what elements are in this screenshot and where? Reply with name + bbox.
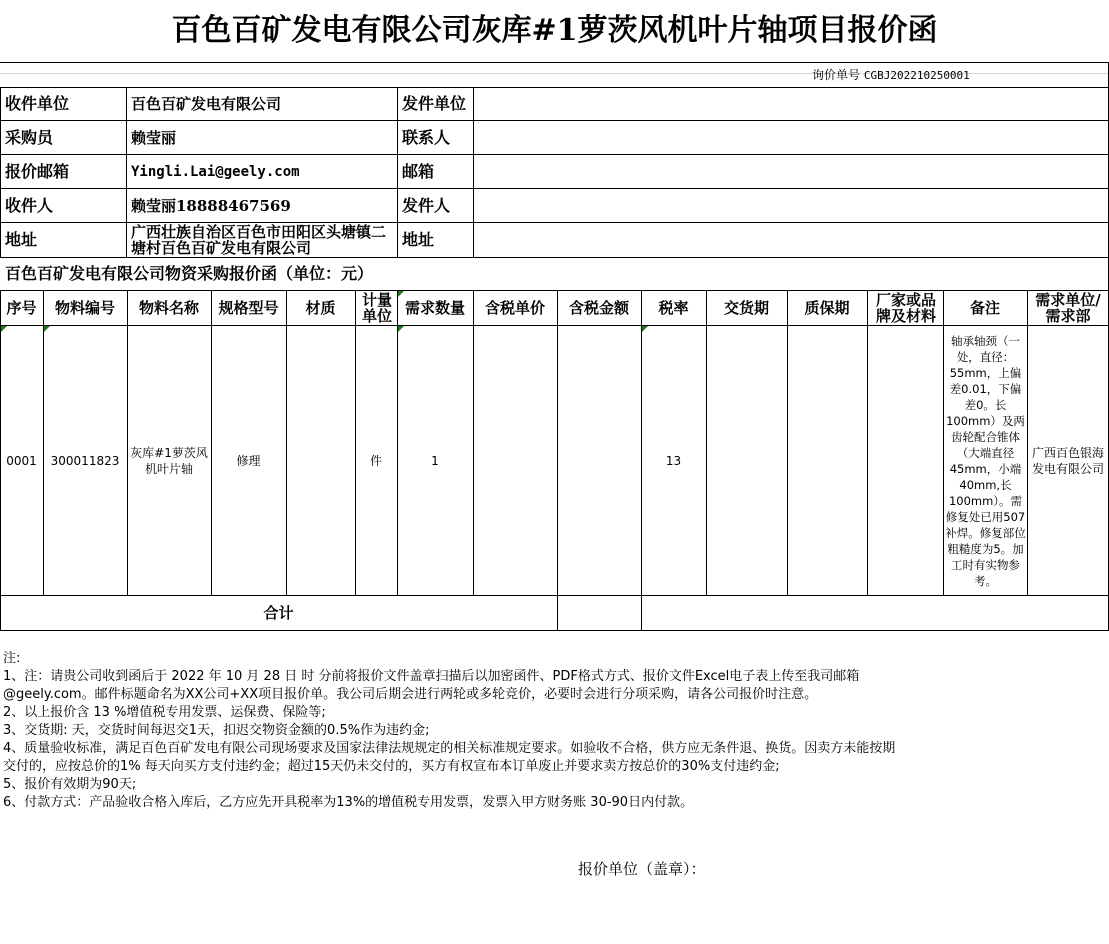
notes <box>3 650 1107 812</box>
col-header: 交货期 <box>723 299 769 317</box>
col-header: 含税金额 <box>568 299 629 317</box>
col-header: 物料编号 <box>54 299 115 317</box>
page-title: 百色百矿发电有限公司灰库#1萝茨风机叶片轴项目报价函 <box>171 13 938 48</box>
unit-price-cell[interactable] <box>473 326 557 595</box>
recipient-value: 赖莹丽18888467569 <box>131 197 291 215</box>
col-header: 序号 <box>6 299 37 317</box>
sender-label: 发件人 <box>402 196 451 215</box>
inquiry-number-label: 询价单号 <box>812 68 861 82</box>
col-header: 材质 <box>305 299 336 317</box>
warranty-cell[interactable] <box>787 326 867 595</box>
notes-line: @geely.com。邮件标题命名为XX公司+XX项目报价单。我公司后期会进行两轮或多轮竞价，必要时会进行分项采购，请各公司报价时注意。 <box>3 687 818 702</box>
col-header: 需求单位/需求部 <box>1035 291 1101 325</box>
quote-email-label: 报价邮箱 <box>5 162 70 181</box>
recv-unit-value: 百色百矿发电有限公司 <box>131 95 282 113</box>
buyer-value: 赖莹丽 <box>131 129 177 147</box>
seq-cell: 0001 <box>6 453 37 468</box>
col-header: 税率 <box>658 299 689 317</box>
unit-cell: 件 <box>369 453 382 468</box>
delivery-cell[interactable] <box>706 326 787 595</box>
recipient-label: 收件人 <box>5 196 54 215</box>
material-cell <box>286 326 355 595</box>
recv-unit-label: 收件单位 <box>5 94 70 113</box>
col-header: 计量单位 <box>361 291 392 325</box>
email-value[interactable] <box>473 155 1108 188</box>
divider <box>1027 290 1028 595</box>
name-cell: 灰库#1萝茨风机叶片轴 <box>130 445 208 476</box>
col-header: 规格型号 <box>218 299 279 317</box>
remark-cell: 轴承轴颈（一处，直径：55mm，上偏差0.01，下偏差0。长100mm）及两齿轮配合锥体（大端直径45mm，小端40mm,长100mm）。需修复处已用507补焊。修复部位粗糙度为5。加工时有实物参考。 <box>945 333 1026 588</box>
inquiry-number <box>812 64 970 86</box>
divider <box>943 290 944 595</box>
stamp-label: 报价单位（盖章）： <box>578 860 706 878</box>
spec-cell: 修理 <box>236 453 261 468</box>
code-cell: 300011823 <box>50 453 120 468</box>
notes-line: 2、以上报价含 13 %增值税专用发票、运保费、保险等; <box>3 705 326 720</box>
col-header: 物料名称 <box>138 299 199 317</box>
col-header: 需求数量 <box>404 299 465 317</box>
email-label: 邮箱 <box>402 162 435 181</box>
address2-label: 地址 <box>402 230 435 249</box>
inquiry-number-value: CGBJ202210250001 <box>863 69 970 82</box>
address2-value[interactable] <box>473 223 1108 257</box>
divider <box>0 630 1109 631</box>
send-unit-label: 发件单位 <box>402 94 467 113</box>
col-header: 厂家或品牌及材料 <box>875 291 936 325</box>
dept-cell: 广西百色银海发电有限公司 <box>1031 445 1104 476</box>
notes-line: 5、报价有效期为90天; <box>3 777 137 792</box>
total-label: 合计 <box>263 604 294 622</box>
amount-cell[interactable] <box>557 326 641 595</box>
divider <box>127 290 128 595</box>
brand-cell[interactable] <box>867 326 943 595</box>
notes-line: 4、质量验收标准，满足百色百矿发电有限公司现场要求及国家法律法规规定的相关标准规定要求。如验收不合格，供方应无条件退、换货。因卖方未能按期 <box>3 741 896 756</box>
tax-rate-cell: 13 <box>665 453 682 468</box>
notes-line: 3、交货期: 天，交货时间每迟交1天，扣迟交物资金额的0.5%作为违约金; <box>3 723 430 738</box>
notes-line: 1、注：请贵公司收到函后于 2022 年 10 月 28 日 时 分前将报价文件盖章扫描后以加密函件、PDF格式方式、报价文件Excel电子表上传至我司邮箱 <box>3 669 860 684</box>
quote-email-value[interactable]: Yingli.Lai@geely.com <box>131 164 300 180</box>
section-title: 百色百矿发电有限公司物资采购报价函（单位：元） <box>5 264 374 283</box>
address-value: 广西壮族自治区百色市田阳区头塘镇二塘村百色百矿发电有限公司 <box>131 223 387 257</box>
qty-cell: 1 <box>431 453 439 468</box>
notes-heading: 注: <box>3 651 21 666</box>
buyer-label: 采购员 <box>5 128 54 147</box>
divider <box>0 62 1109 63</box>
notes-line: 交付的，应按总价的1% 每天向买方支付违约金；超过15天仍未交付的，买方有权宣布本订单废止并要求卖方按总价的30%支付违约金; <box>3 759 780 774</box>
col-header: 备注 <box>969 299 1000 317</box>
send-unit-value[interactable] <box>473 87 1108 120</box>
cell-marker <box>398 291 404 297</box>
col-header: 质保期 <box>804 299 850 317</box>
notes-line: 6、付款方式：产品验收合格入库后，乙方应先开具税率为13%的增值税专用发票，发票入甲方财务账 30-90日内付款。 <box>3 795 694 810</box>
address-label: 地址 <box>5 230 38 249</box>
sender-value[interactable] <box>473 189 1108 222</box>
contact-value[interactable] <box>473 121 1108 154</box>
contact-label: 联系人 <box>402 128 451 147</box>
col-header: 含税单价 <box>484 299 545 317</box>
